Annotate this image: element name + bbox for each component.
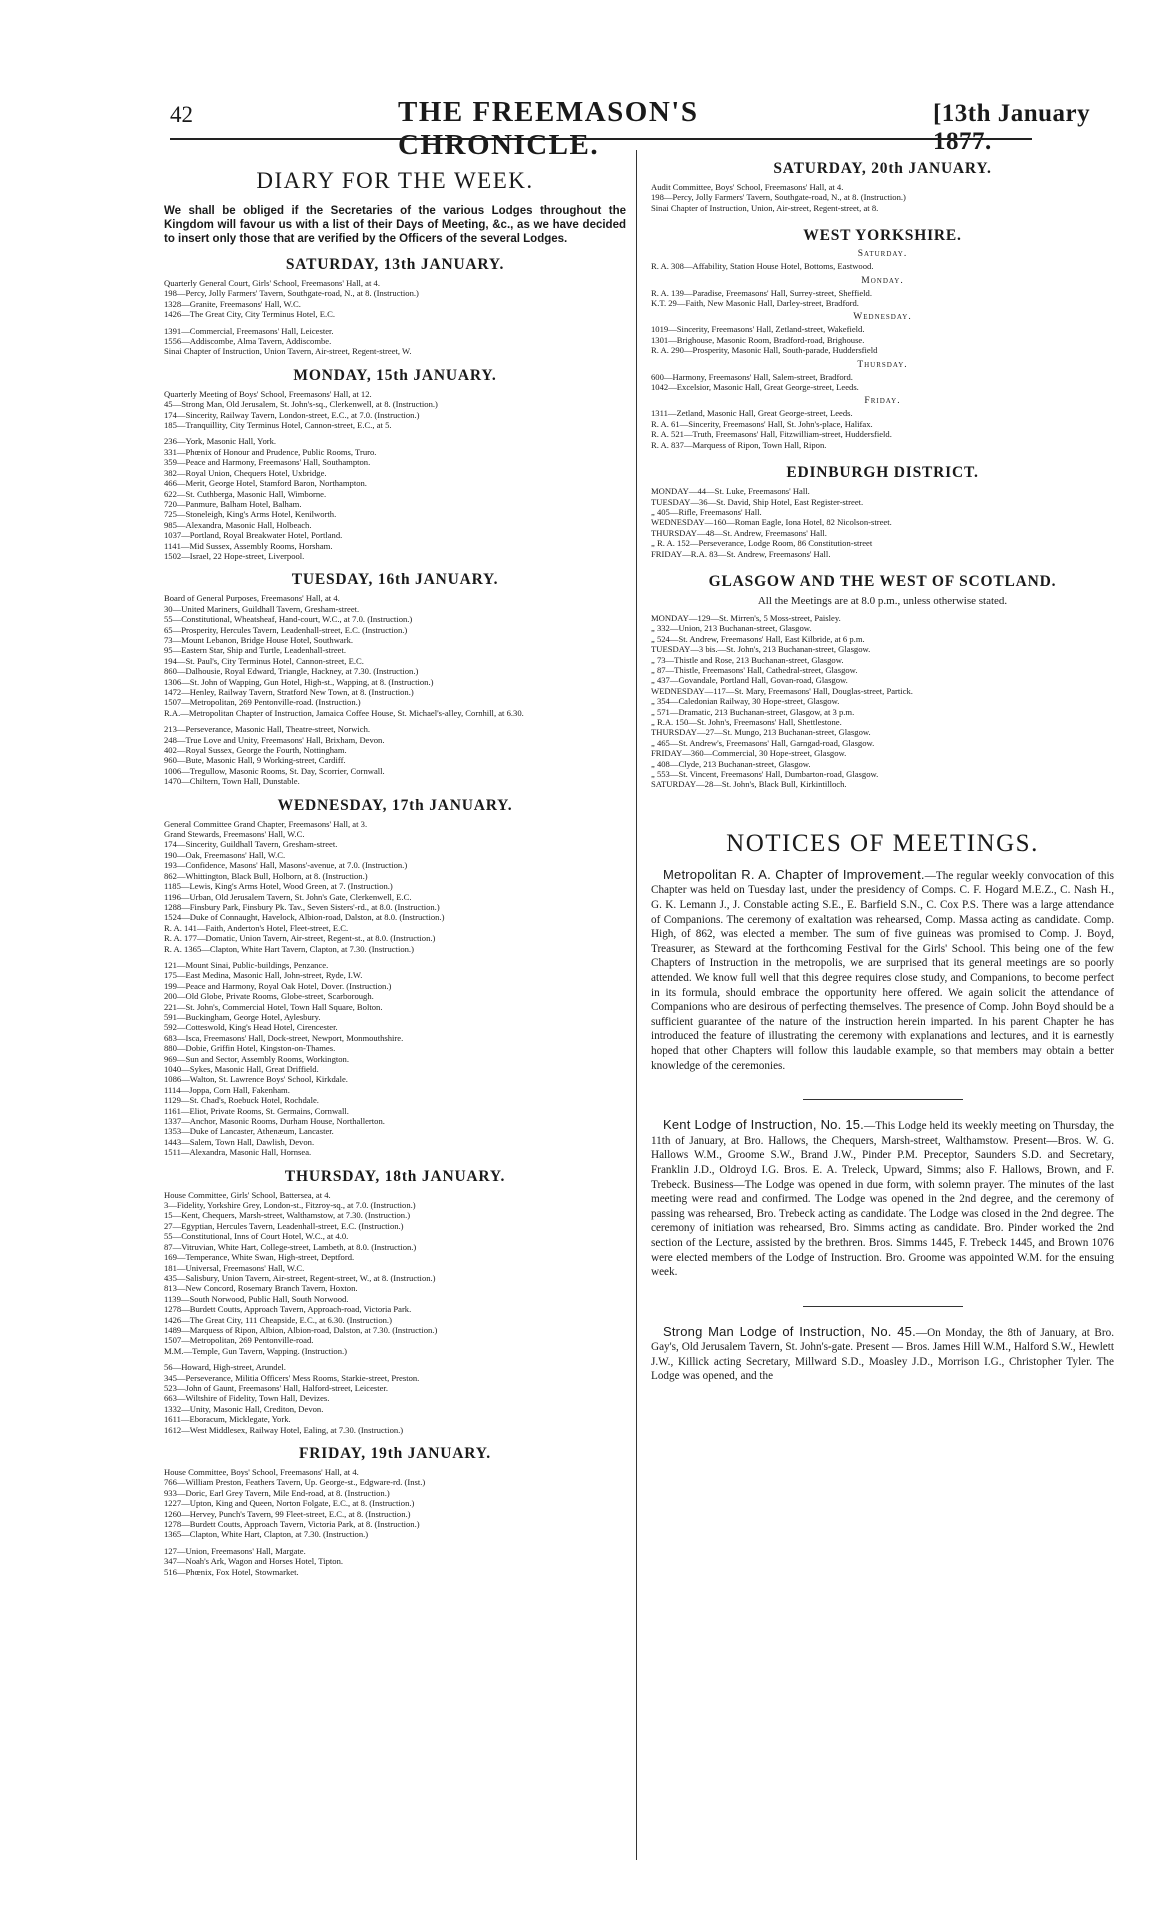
weekday-entries: [651, 261, 1114, 271]
diary-entry: 1086—Walton, St. Lawrence Boys' School, Kirkdale.: [164, 1074, 348, 1085]
diary-entry: 65—Prosperity, Hercules Tavern, Leadenhall-street, E.C. (Instruction.): [164, 624, 408, 635]
diary-entry: 174—Sincerity, Guildhall Tavern, Gresham-street.: [164, 839, 338, 850]
diary-entry: „ 437—Govandale, Portland Hall, Govan-road, Glasgow.: [651, 675, 848, 686]
notices-articles: [651, 868, 1114, 1384]
diary-entry: „ 553—St. Vincent, Freemasons' Hall, Dumbarton-road, Glasgow.: [651, 769, 879, 780]
diary-entry: 960—Bute, Masonic Hall, 9 Working-street, Cardiff.: [164, 755, 346, 766]
diary-entry: 190—Oak, Freemasons' Hall, W.C.: [164, 849, 286, 860]
diary-entry: 435—Salisbury, Union Tavern, Air-street, Regent-street, W., at 8. (Instruction.): [164, 1272, 436, 1283]
diary-entry: 45—Strong Man, Old Jerusalem, St. John's-sq., Clerkenwell, at 8. (Instruction.): [164, 399, 438, 410]
diary-entry: 87—Vitruvian, White Hart, College-street, Lambeth, at 8.0. (Instruction.): [164, 1241, 417, 1252]
article-body: —On Monday, the 8th of January, at Bro. Gay's, Old Jerusalem Tavern, St. John's-gate. Present — Bros. James Hill W.M., Halford S.W., Hewlett J.W., Killick acting Secretary, Millward S.D., Moasley J.D., Morrison I.G., Christopher Tyler. The Lodge was opened, and the: [651, 1326, 1114, 1383]
day-heading: SATURDAY, 13th JANUARY.: [285, 256, 505, 273]
weekday-subheading: Thursday.: [857, 359, 908, 370]
weekday-subheading: Wednesday.: [853, 312, 912, 323]
diary-entry: Quarterly General Court, Girls' School, Freemasons' Hall, at 4.: [164, 278, 380, 288]
diary-entry: 1129—St. Chad's, Roebuck Hotel, Rochdale.: [164, 1095, 319, 1106]
diary-entry: 1353—Duke of Lancaster, Athenæum, Lancaster.: [164, 1126, 334, 1137]
weekday-entries: [651, 288, 1114, 309]
diary-entry: 345—Perseverance, Militia Officers' Mess Rooms, Starkie-street, Preston.: [164, 1372, 420, 1383]
diary-entry: 1556—Addiscombe, Alma Tavern, Addiscombe.: [164, 336, 332, 347]
diary-entry: 331—Phœnix of Honour and Prudence, Public Rooms, Truro.: [164, 446, 377, 457]
diary-entry: 1042—Excelsior, Masonic Hall, Great George-street, Leeds.: [651, 382, 859, 393]
day-entries: [164, 819, 626, 1158]
diary-entry: 56—Howard, High-street, Arundel.: [164, 1362, 286, 1373]
edinburgh-entries: [651, 486, 1114, 559]
saturday-20-heading: SATURDAY, 20th JANUARY.: [773, 160, 992, 177]
diary-entry: TUESDAY—36—St. David, Ship Hotel, East Register-street.: [651, 496, 864, 507]
saturday-20-entries: [651, 182, 1114, 213]
diary-entry: 1612—West Middlesex, Railway Hotel, Ealing, at 7.30. (Instruction.): [164, 1424, 404, 1435]
diary-entry: R. A. 177—Domatic, Union Tavern, Air-street, Regent-st., at 8.0. (Instruction.): [164, 933, 436, 944]
diary-entry: 1306—St. John of Wapping, Gun Hotel, High-st., Wapping, at 8. (Instruction.): [164, 676, 434, 687]
diary-entry: Quarterly Meeting of Boys' School, Freemasons' Hall, at 12.: [164, 388, 372, 399]
day-heading: TUESDAY, 16th JANUARY.: [291, 571, 499, 589]
diary-entry: 969—Sun and Sector, Assembly Rooms, Workington.: [164, 1053, 350, 1064]
diary-entry: 1288—Finsbury Park, Finsbury Pk. Tav., Seven Sisters'-rd., at 8.0. (Instruction.): [164, 901, 440, 912]
day-entries: [164, 1467, 626, 1577]
article-title: Strong Man Lodge of Instruction, No. 45.: [663, 1323, 916, 1339]
diary-entry: 121—Mount Sinai, Public-buildings, Penzance.: [164, 959, 329, 970]
page-number: 42: [170, 102, 193, 127]
diary-entry: 1489—Marquess of Ripon, Albion, Albion-road, Dalston, at 7.30. (Instruction.): [164, 1324, 438, 1335]
diary-entry: 181—Universal, Freemasons' Hall, W.C.: [164, 1262, 305, 1273]
west-yorkshire-groups: [651, 249, 1114, 450]
diary-entry: 591—Buckingham, George Hotel, Aylesbury.: [164, 1011, 321, 1022]
diary-entry: 766—William Preston, Feathers Tavern, Up. George-st., Edgware-rd. (Inst.): [164, 1477, 426, 1488]
article-title: Metropolitan R. A. Chapter of Improvement.: [663, 866, 925, 882]
diary-entry: WEDNESDAY—160—Roman Eagle, Iona Hotel, 82 Nicolson-street.: [651, 517, 892, 528]
diary-entry: House Committee, Girls' School, Battersea, at 4.: [164, 1189, 331, 1200]
diary-entry: 382—Royal Union, Chequers Hotel, Uxbridge.: [164, 467, 327, 478]
diary-entry: Sinai Chapter of Instruction, Union, Air-street, Regent-street, at 8.: [651, 202, 879, 213]
notices-heading: NOTICES OF MEETINGS.: [726, 829, 1039, 857]
diary-entry: „ R. A. 152—Perseverance, Lodge Room, 86 Constitution-street: [651, 538, 873, 549]
diary-entry: 185—Tranquillity, City Terminus Hotel, Cannon-street, E.C., at 5.: [164, 420, 392, 431]
day-entries: [164, 278, 626, 357]
diary-entry: 683—Isca, Freemasons' Hall, Dock-street, Newport, Monmouthshire.: [164, 1032, 404, 1043]
diary-entry: 3—Fidelity, Yorkshire Grey, London-st., Fitzroy-sq., at 7.0. (Instruction.): [164, 1200, 416, 1211]
diary-entry: R. A. 1365—Clapton, White Hart Tavern, Clapton, at 7.30. (Instruction.): [164, 943, 414, 954]
diary-entry: FRIDAY—360—Commercial, 30 Hope-street, Glasgow.: [651, 748, 847, 759]
diary-entry: 27—Egyptian, Hercules Tavern, Leadenhall-street, E.C. (Instruction.): [164, 1220, 404, 1231]
diary-entry: R. A. 521—Truth, Freemasons' Hall, Fitzwilliam-street, Huddersfield.: [651, 429, 892, 440]
diary-entry: 198—Percy, Jolly Farmers' Tavern, Southgate-road, N., at 8. (Instruction.): [164, 288, 419, 299]
day-heading: THURSDAY, 18th JANUARY.: [284, 1167, 506, 1185]
diary-entry: 30—United Mariners, Guildhall Tavern, Gresham-street.: [164, 603, 360, 614]
diary-entry: 1511—Alexandra, Masonic Hall, Hornsea.: [164, 1147, 312, 1158]
diary-entry: House Committee, Boys' School, Freemasons' Hall, at 4.: [164, 1467, 359, 1477]
diary-entry: 725—Stoneleigh, King's Arms Hotel, Kenilworth.: [164, 509, 337, 520]
diary-entry: 622—St. Cuthberga, Masonic Hall, Wimborne.: [164, 488, 327, 499]
diary-entry: 55—Constitutional, Inns of Court Hotel, W.C., at 4.0.: [164, 1231, 349, 1242]
diary-entry: 1301—Brighouse, Masonic Room, Bradford-road, Brighouse.: [651, 334, 865, 345]
diary-entry: K.T. 29—Faith, New Masonic Hall, Darley-street, Bradford.: [651, 298, 859, 309]
columns: [44, 150, 1128, 1860]
diary-entry: 1037—Portland, Royal Breakwater Hotel, Portland.: [164, 530, 343, 541]
diary-entry: R. A. 61—Sincerity, Freemasons' Hall, St. John's-place, Halifax.: [651, 418, 873, 429]
diary-entry: MONDAY—44—St. Luke, Freemasons' Hall.: [651, 486, 810, 497]
diary-entry: 15—Kent, Chequers, Marsh-street, Walthamstow, at 7.30. (Instruction.): [164, 1210, 411, 1221]
diary-entry: 175—East Medina, Masonic Hall, John-street, Ryde, I.W.: [164, 970, 363, 981]
diary-entry: 359—Peace and Harmony, Freemasons' Hall, Southampton.: [164, 457, 371, 468]
newspaper-title: THE FREEMASON'S CHRONICLE.: [398, 96, 699, 161]
diary-entry: 1278—Burdett Coutts, Approach Tavern, Victoria Park, at 8. (Instruction.): [164, 1519, 420, 1530]
diary-entry: 592—Cotteswold, King's Head Hotel, Cirencester.: [164, 1022, 338, 1033]
article-body: —The regular weekly convocation of this Chapter was held on Tuesday last, under the presidency of Comps. C. F. Hogard M.E.Z., C. Nash H., G. K. Lemann J., J. Constable acting S.E., E. Barfield S.N., C. Cox P.S. There was a large attendance of Companions. The ceremony of exaltation was rehearsed, Comp. Massa acting as candidate. Comp. High, of 862, was elected a member. The sum of five guineas was promised to Comp. J. Boyd, Treasurer, as Steward at the forthcoming Festival for the Girls' School. This being one of the few Chapters of Instruction in the metropolis, we are surprised that its general meetings are so poorly attended. We know full well that this degree requires close study, and Companions, to become perfect in its formula, should embrace the opportunity here offered. We again solicit the attendance of Companions who are desirous of perfecting themselves. The presence of Comp. John Boyd should be a sufficient guarantee of the nature of the instruction herein imparted. In his parent Chapter he has introduced the feature of illustrating the ceremony with explanations and lectures, and it is earnestly hoped that other Chapters will follow this laudable example, so that members may obtain a better knowledge of the ceremonies.: [651, 869, 1114, 1072]
weekday-entries: [651, 324, 1114, 355]
diary-entry: R. A. 141—Faith, Anderton's Hotel, Fleet-street, E.C.: [164, 922, 349, 933]
diary-entry: R. A. 290—Prosperity, Masonic Hall, South-parade, Huddersfield: [651, 345, 878, 356]
diary-entry: 169—Temperance, White Swan, High-street, Deptford.: [164, 1252, 355, 1263]
notice-article: [651, 868, 1114, 1073]
day-heading: FRIDAY, 19th JANUARY.: [299, 1445, 491, 1462]
diary-entry: 194—St. Paul's, City Terminus Hotel, Cannon-street, E.C.: [164, 655, 364, 666]
diary-entry: 933—Doric, Earl Grey Tavern, Mile End-road, at 8. (Instruction.): [164, 1487, 390, 1498]
diary-entry: 1426—The Great City, City Terminus Hotel, E.C.: [164, 309, 336, 320]
diary-entry: 720—Panmure, Balham Hotel, Balham.: [164, 498, 302, 509]
weekday-entries: [651, 408, 1114, 450]
diary-entry: 862—Whittington, Black Bull, Holborn, at 8. (Instruction.): [164, 870, 368, 881]
diary-entry: THURSDAY—27—St. Mungo, 213 Buchanan-street, Glasgow.: [651, 727, 871, 738]
diary-entry: 1196—Urban, Old Jerusalem Tavern, St. John's Gate, Clerkenwell, E.C.: [164, 891, 412, 902]
right-column: [636, 150, 1114, 1860]
diary-entry: General Committee Grand Chapter, Freemasons' Hall, at 3.: [164, 818, 368, 829]
day-heading: MONDAY, 15th JANUARY.: [293, 366, 497, 384]
diary-entry: TUESDAY—3 bis.—St. John's, 213 Buchanan-street, Glasgow.: [651, 644, 871, 655]
day-entries: [164, 1190, 626, 1435]
article-divider: [803, 1099, 963, 1100]
diary-entry: 1278—Burdett Coutts, Approach Tavern, Approach-road, Victoria Park.: [164, 1304, 412, 1315]
edinburgh-heading: EDINBURGH DISTRICT.: [786, 464, 979, 482]
diary-entry: 1337—Anchor, Masonic Rooms, Durham House, Northallerton.: [164, 1116, 385, 1127]
diary-entry: 1141—Mid Sussex, Assembly Rooms, Horsham.: [164, 540, 333, 551]
issue-date: [13th January 1877.: [932, 100, 1091, 155]
article-divider: [803, 1306, 963, 1307]
diary-entry: 1365—Clapton, White Hart, Clapton, at 7.30. (Instruction.): [164, 1529, 369, 1540]
diary-entry: 1426—The Great City, 111 Cheapside, E.C., at 6.30. (Instruction.): [164, 1314, 392, 1325]
diary-entry: 1161—Eliot, Private Rooms, St. Germains, Cornwall.: [164, 1105, 349, 1116]
diary-entry: M.M.—Temple, Gun Tavern, Wapping. (Instruction.): [164, 1345, 347, 1356]
diary-entry: 1332—Unity, Masonic Hall, Crediton, Devon.: [164, 1403, 324, 1414]
notice-article: [651, 1325, 1114, 1384]
day-heading: WEDNESDAY, 17th JANUARY.: [277, 796, 513, 814]
diary-entry: 1114—Joppa, Corn Hall, Fakenham.: [164, 1084, 290, 1095]
weekday-entries: [651, 372, 1114, 393]
diary-entry: Audit Committee, Boys' School, Freemasons' Hall, at 4.: [651, 182, 844, 192]
diary-entry: „ 354—Caledonian Railway, 30 Hope-street, Glasgow.: [651, 696, 840, 707]
diary-entry: „ 571—Dramatic, 213 Buchanan-street, Glasgow, at 3 p.m.: [651, 706, 855, 717]
diary-entry: 1524—Duke of Connaught, Havelock, Albion-road, Dalston, at 8.0. (Instruction.): [164, 912, 445, 923]
weekday-subheading: Monday.: [861, 275, 904, 286]
day-entries: [164, 389, 626, 562]
diary-entry: 1311—Zetland, Masonic Hall, Great George-street, Leeds.: [651, 408, 853, 419]
diary-entry: 1006—Tregullow, Masonic Rooms, St. Day, Scorrier, Cornwall.: [164, 765, 385, 776]
diary-entry: 174—Sincerity, Railway Tavern, London-street, E.C., at 7.0. (Instruction.): [164, 409, 420, 420]
diary-entry: 193—Confidence, Masons' Hall, Masons'-avenue, at 7.0. (Instruction.): [164, 860, 408, 871]
diary-entry: THURSDAY—48—St. Andrew, Freemasons' Hall.: [651, 527, 827, 538]
diary-entry: 1260—Hervey, Punch's Tavern, 99 Fleet-street, E.C., at 8. (Instruction.): [164, 1508, 411, 1519]
diary-entry: SATURDAY—28—St. John's, Black Bull, Kirkintilloch.: [651, 779, 847, 790]
diary-entry: 600—Harmony, Freemasons' Hall, Salem-street, Bradford.: [651, 371, 853, 382]
diary-entry: 198—Percy, Jolly Farmers' Tavern, Southgate-road, N., at 8. (Instruction.): [651, 192, 906, 203]
masthead-rule: [170, 138, 1032, 140]
diary-entry: 1185—Lewis, King's Arms Hotel, Wood Green, at 7. (Instruction.): [164, 881, 393, 892]
diary-entry: 73—Mount Lebanon, Bridge House Hotel, Southwark.: [164, 634, 354, 645]
diary-entry: MONDAY—129—St. Mirren's, 5 Moss-street, Paisley.: [651, 612, 841, 623]
diary-entry: „ 408—Clyde, 213 Buchanan-street, Glasgow.: [651, 758, 811, 769]
diary-entry: R. A. 308—Affability, Station House Hotel, Bottoms, Eastwood.: [651, 261, 874, 272]
article-paragraph: [651, 1118, 1114, 1280]
diary-entry: 1391—Commercial, Freemasons' Hall, Leicester.: [164, 325, 334, 336]
diary-entry: 1507—Metropolitan, 269 Pentonville-road. (Instruction.): [164, 697, 361, 708]
diary-entry: 402—Royal Sussex, George the Fourth, Nottingham.: [164, 745, 347, 756]
diary-entry: WEDNESDAY—117—St. Mary, Freemasons' Hall, Douglas-street, Partick.: [651, 685, 913, 696]
west-yorkshire-heading: WEST YORKSHIRE.: [803, 227, 962, 245]
diary-entry: Sinai Chapter of Instruction, Union Tavern, Air-street, Regent-street, W.: [164, 346, 412, 357]
left-column: [164, 150, 636, 1860]
diary-entry: R.A.—Metropolitan Chapter of Instruction, Jamaica Coffee House, St. Michael's-alley, Cornhill, at 6.30.: [164, 707, 524, 718]
diary-entry: 663—Wiltshire of Fidelity, Town Hall, Devizes.: [164, 1393, 330, 1404]
diary-entry: 813—New Concord, Rosemary Branch Tavern, Hoxton.: [164, 1283, 358, 1294]
diary-entry: 1611—Eboracum, Micklegate, York.: [164, 1414, 291, 1425]
diary-entry: 1328—Granite, Freemasons' Hall, W.C.: [164, 298, 301, 309]
diary-entry: Board of General Purposes, Freemasons' Hall, at 4.: [164, 593, 340, 604]
diary-entry: 1139—South Norwood, Public Hall, South Norwood.: [164, 1293, 349, 1304]
article-title: Kent Lodge of Instruction, No. 15.: [663, 1117, 864, 1133]
diary-entry: 1040—Sykes, Masonic Hall, Great Driffield.: [164, 1064, 319, 1074]
diary-entry: 1502—Israel, 22 Hope-street, Liverpool.: [164, 550, 305, 561]
diary-entry: 55—Constitutional, Wheatsheaf, Hand-court, W.C., at 7.0. (Instruction.): [164, 614, 413, 625]
glasgow-note: All the Meetings are at 8.0 p.m., unless otherwise stated.: [757, 594, 1008, 607]
diary-entry: 236—York, Masonic Hall, York.: [164, 436, 277, 447]
diary-entry: 1443—Salem, Town Hall, Dawlish, Devon.: [164, 1136, 315, 1147]
diary-entry: 1227—Upton, King and Queen, Norton Folgate, E.C., at 8. (Instruction.): [164, 1498, 415, 1509]
glasgow-entries: [651, 613, 1114, 790]
diary-entry: 1019—Sincerity, Freemasons' Hall, Zetland-street, Wakefield.: [651, 324, 865, 335]
diary-entry: 516—Phœnix, Fox Hotel, Stowmarket.: [164, 1566, 299, 1577]
notice-article: [651, 1118, 1114, 1280]
diary-entry: 466—Merit, George Hotel, Stamford Baron, Northampton.: [164, 478, 367, 489]
diary-entry: 1472—Henley, Railway Tavern, Stratford New Town, at 8. (Instruction.): [164, 687, 414, 697]
diary-entry: R. A. 837—Marquess of Ripon, Town Hall, Ripon.: [651, 439, 827, 450]
glasgow-heading: GLASGOW AND THE WEST OF SCOTLAND.: [708, 572, 1057, 590]
diary-entry: 1470—Chiltern, Town Hall, Dunstable.: [164, 776, 300, 787]
diary-entry: Grand Stewards, Freemasons' Hall, W.C.: [164, 829, 305, 840]
diary-entry: „ 524—St. Andrew, Freemasons' Hall, East Kilbride, at 6 p.m.: [651, 633, 865, 644]
diary-entry: 221—St. John's, Commercial Hotel, Town Hall Square, Bolton.: [164, 1001, 383, 1012]
diary-entry: „ 465—St. Andrew's, Freemasons' Hall, Garngad-road, Glasgow.: [651, 737, 875, 748]
diary-entry: 860—Dalhousie, Royal Edward, Triangle, Hackney, at 7.30. (Instruction.): [164, 666, 419, 677]
article-paragraph: [651, 868, 1114, 1073]
diary-intro: We shall be obliged if the Secretaries of the various Lodges throughout the Kingdom will favour us with a list of their Days of Meeting, &c., as we have decided to insert only those that are verified by the Officers of the several Lodges.: [164, 205, 626, 245]
weekday-subheading: Friday.: [864, 396, 901, 407]
diary-entry: „ 332—Union, 213 Buchanan-street, Glasgow.: [651, 623, 812, 634]
diary-entry: „ 405—Rifle, Freemasons' Hall.: [651, 506, 762, 517]
diary-entry: 248—True Love and Unity, Freemasons' Hall, Brixham, Devon.: [164, 734, 385, 745]
diary-entry: 985—Alexandra, Masonic Hall, Holbeach.: [164, 519, 312, 530]
diary-entry: 199—Peace and Harmony, Royal Oak Hotel, Dover. (Instruction.): [164, 980, 392, 991]
diary-entry: 1507—Metropolitan, 269 Pentonville-road.: [164, 1335, 314, 1346]
day-entries: [164, 593, 626, 786]
article-paragraph: [651, 1325, 1114, 1384]
article-body: —This Lodge held its weekly meeting on Thursday, the 11th of January, at Bro. Hallows, the Chequers, Marsh-street, Walthamstow. Present—Bros. W. G. Hallows W.M., Groome S.W., Brand J.W., Pinder P.M. Preceptor, Saunders S.D. and Secretary, Franklin J.D., Oldroyd I.G. Bros. E. A. Treleck, Upward, Simms; also F. Hallows, Brown, and F. Trebeck. Business—The Lodge was opened in due form, with solemn prayer. The minutes of the last meeting were read and confirmed. The Lodge was opened in the 2nd degree, and the ceremony of passing was rehearsed, Bro. Trebeck acting as candidate. The Lodge was closed in the 2nd degree. The ceremony of initiation was rehearsed, Bro. Simms acting as candidate. Bro. Pinder worked the 2nd section of the Lecture, assisted by the brethren. Bros. Simms 1445, F. Trebeck 1445, and Brown 1076 were elected members of the Lodge of Instruction. Bro. Groome was appointed W.M. for the ensuing week.: [651, 1120, 1114, 1279]
masthead: [44, 96, 1128, 161]
diary-entry: FRIDAY—R.A. 83—St. Andrew, Freemasons' Hall.: [651, 548, 831, 559]
diary-entry: 200—Old Globe, Private Rooms, Globe-street, Scarborough.: [164, 991, 374, 1002]
diary-entry: 213—Perseverance, Masonic Hall, Theatre-street, Norwich.: [164, 724, 371, 735]
diary-entry: R. A. 139—Paradise, Freemasons' Hall, Surrey-street, Sheffield.: [651, 287, 872, 298]
diary-entry: „ 87—Thistle, Freemasons' Hall, Cathedral-street, Glasgow.: [651, 664, 858, 675]
diary-entry: „ 73—Thistle and Rose, 213 Buchanan-street, Glasgow.: [651, 654, 844, 665]
diary-entry: 95—Eastern Star, Ship and Turtle, Leadenhall-street.: [164, 645, 346, 656]
diary-entry: 347—Noah's Ark, Wagon and Horses Hotel, Tipton.: [164, 1556, 344, 1567]
diary-heading: DIARY FOR THE WEEK.: [256, 168, 534, 193]
diary-entry: 523—John of Gaunt, Freemasons' Hall, Halford-street, Leicester.: [164, 1382, 388, 1393]
weekday-subheading: Saturday.: [857, 249, 908, 260]
diary-entry: „ R.A. 150—St. John's, Freemasons' Hall, Shettlestone.: [651, 717, 842, 727]
diary-entry: 127—Union, Freemasons' Hall, Margate.: [164, 1545, 306, 1556]
diary-entry: 880—Dobie, Griffin Hotel, Kingston-on-Thames.: [164, 1043, 336, 1054]
diary-days: [164, 256, 626, 1577]
